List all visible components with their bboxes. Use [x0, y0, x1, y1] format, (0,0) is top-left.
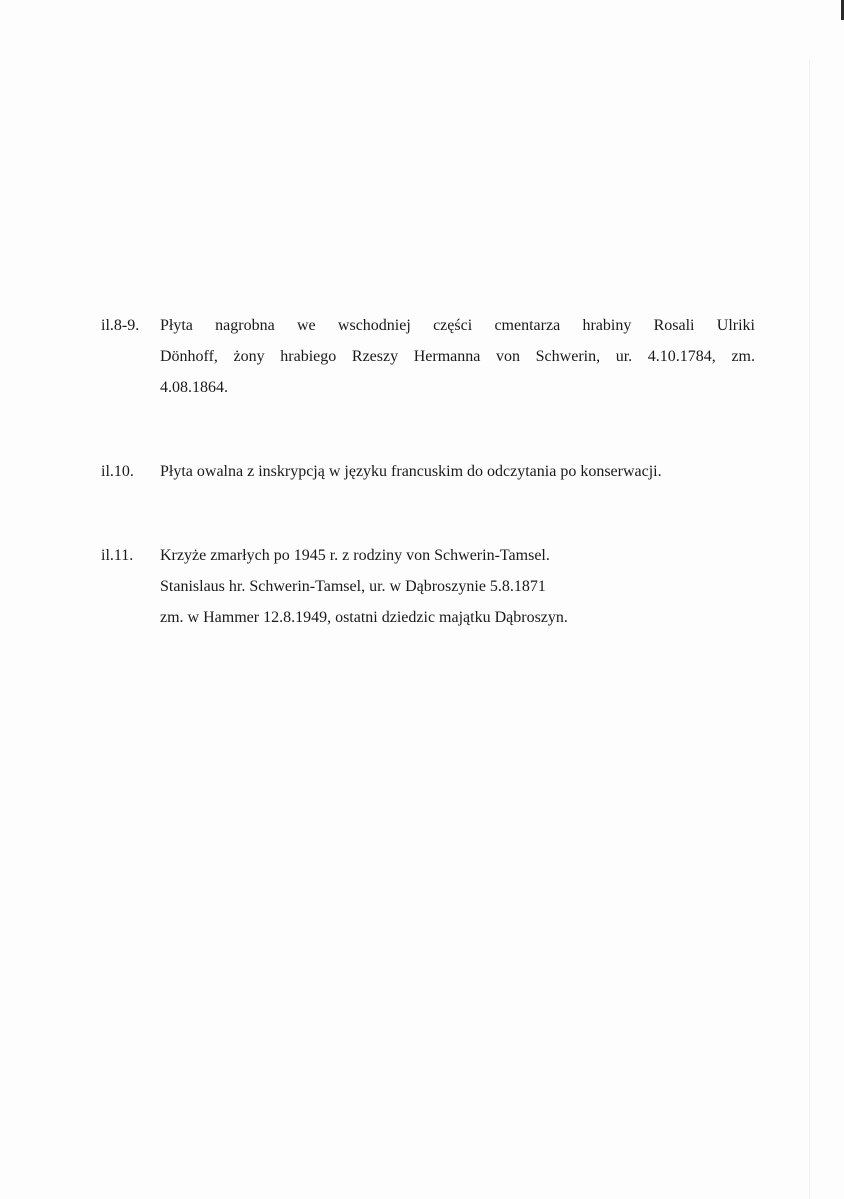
caption-line: Dönhoff, żony hrabiego Rzeszy Hermanna von Schwerin, ur. 4.10.1784, zm.	[160, 348, 755, 365]
caption-line: Płyta nagrobna we wschodniej części cmentarza hrabiny Rosali Ulriki	[160, 317, 755, 334]
caption-text	[160, 310, 755, 403]
caption-label: il.8-9.	[101, 317, 140, 334]
caption-label: il.10.	[101, 463, 134, 480]
caption-text	[160, 540, 755, 633]
caption-line: Stanislaus hr. Schwerin-Tamsel, ur. w Dąbroszynie 5.8.1871	[160, 578, 546, 595]
caption-text	[160, 456, 755, 487]
caption-line: Płyta owalna z inskrypcją w języku francuskim do odczytania po konserwacji.	[160, 463, 662, 480]
caption-line: zm. w Hammer 12.8.1949, ostatni dziedzic majątku Dąbroszyn.	[160, 609, 568, 626]
caption-line: 4.08.1864.	[160, 379, 228, 396]
scan-fold-line	[809, 60, 810, 1199]
caption-line: Krzyże zmarłych po 1945 r. z rodziny von Schwerin-Tamsel.	[160, 547, 550, 564]
caption-label: il.11.	[101, 547, 134, 564]
